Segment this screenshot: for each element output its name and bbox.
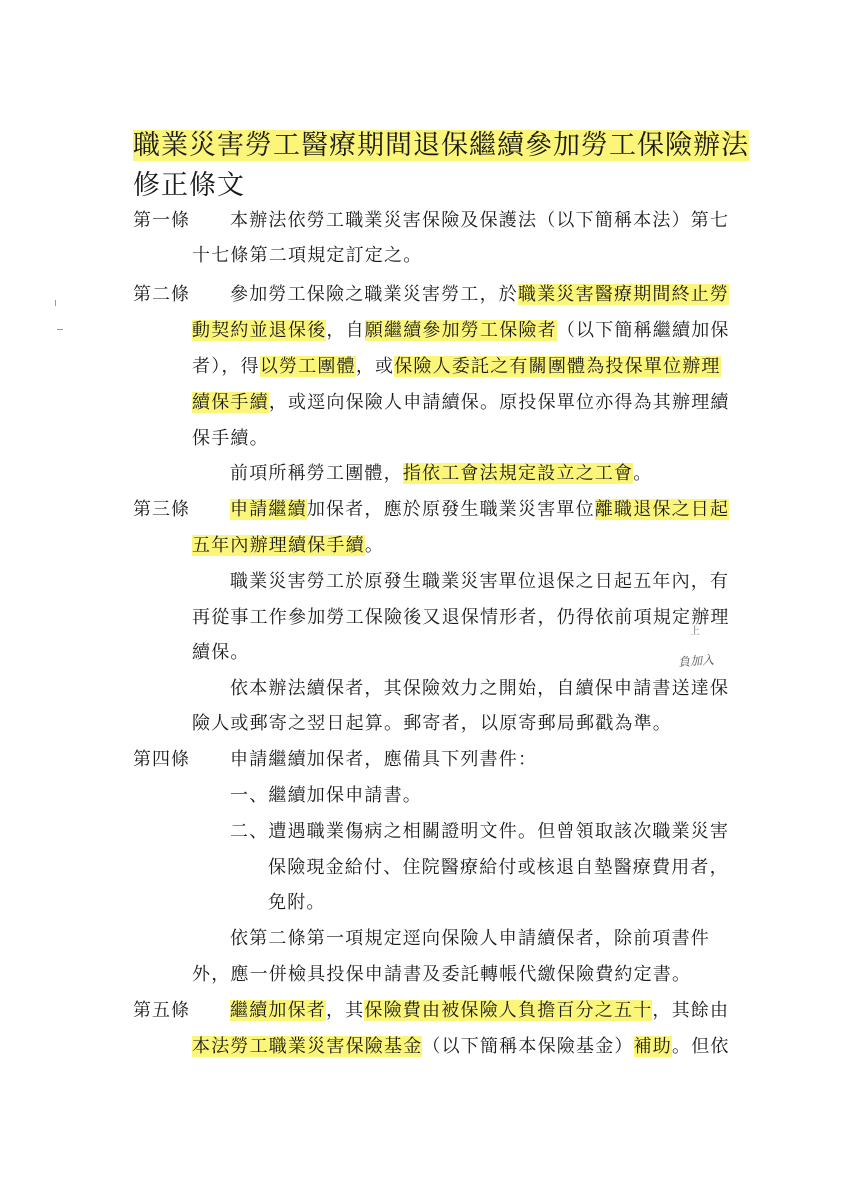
article-2-label: 第二條 xyxy=(133,284,190,305)
article-4-item-2-line-3: 免附。 xyxy=(268,892,326,913)
article-3-para-2-line-1: 職業災害勞工於原發生職業災害單位退保之日起五年內，有 xyxy=(230,571,730,592)
article-4-line-1: 申請繼續加保者，應備具下列書件： xyxy=(230,749,538,770)
article-4-item-2-line-2: 保險現金給付、住院醫療給付或核退自墊醫療費用者， xyxy=(268,857,729,878)
article-3-para-3-line-1: 依本辦法續保者，其保險效力之開始，自續保申請書送達保 xyxy=(230,678,730,699)
margin-note-handwritten: 負加入 xyxy=(677,652,715,670)
article-5-line-2: 本法勞工職業災害保險基金（以下簡稱本保險基金）補助。但依 xyxy=(192,1036,730,1057)
article-1-line-2: 十七條第二項規定訂定之。 xyxy=(192,245,423,266)
article-3-para-2-line-2: 再從事工作參加勞工保險後又退保情形者，仍得依前項規定辦理 xyxy=(192,607,730,628)
article-2-para-2: 前項所稱勞工團體，指依工會法規定設立之工會。 xyxy=(230,463,653,484)
article-3-line-1: 申請繼續加保者，應於原發生職業災害單位離職退保之日起 xyxy=(230,499,730,520)
article-4-para-2-line-2: 外，應一併檢具投保申請書及委託轉帳代繳保險費約定書。 xyxy=(192,964,692,985)
article-4-para-2-line-1: 依第二條第一項規定逕向保險人申請續保者，除前項書件 xyxy=(230,928,710,949)
margin-note-small: 上 xyxy=(690,626,700,637)
scan-mark xyxy=(57,329,63,330)
article-4-item-2-line-1: 二、遭遇職業傷病之相關證明文件。但曾領取該次職業災害 xyxy=(230,821,730,842)
article-3-label: 第三條 xyxy=(133,499,190,520)
article-1-line-1: 本辦法依勞工職業災害保險及保護法（以下簡稱本法）第七 xyxy=(230,210,730,231)
article-3-para-3-line-2: 險人或郵寄之翌日起算。郵寄者，以原寄郵局郵戳為準。 xyxy=(192,713,672,734)
document-title xyxy=(133,126,753,206)
article-1-label: 第一條 xyxy=(133,210,190,231)
title-line-1: 職業災害勞工醫療期間退保繼續參加勞工保險辦法 xyxy=(133,130,749,161)
article-2-line-5: 保手續。 xyxy=(192,428,269,449)
article-5-line-1: 繼續加保者，其保險費由被保險人負擔百分之五十，其餘由 xyxy=(230,1000,730,1021)
article-2-line-4: 續保手續，或逕向保險人申請續保。原投保單位亦得為其辦理續 xyxy=(192,392,730,413)
article-2-line-3: 者），得以勞工團體，或保險人委託之有關團體為投保單位辦理 xyxy=(192,356,721,377)
article-4-label: 第四條 xyxy=(133,749,190,770)
title-line-2: 修正條文 xyxy=(133,170,245,201)
article-3-line-2: 五年內辦理續保手續。 xyxy=(192,535,385,556)
article-3-para-2-line-3: 續保。 xyxy=(192,642,250,663)
scan-mark xyxy=(55,300,60,306)
article-4-item-1: 一、繼續加保申請書。 xyxy=(230,785,422,806)
article-2-line-1: 參加勞工保險之職業災害勞工，於職業災害醫療期間終止勞 xyxy=(230,284,730,305)
article-5-label: 第五條 xyxy=(133,1000,190,1021)
article-2-line-2: 動契約並退保後，自願繼續參加勞工保險者（以下簡稱繼續加保 xyxy=(192,320,730,341)
